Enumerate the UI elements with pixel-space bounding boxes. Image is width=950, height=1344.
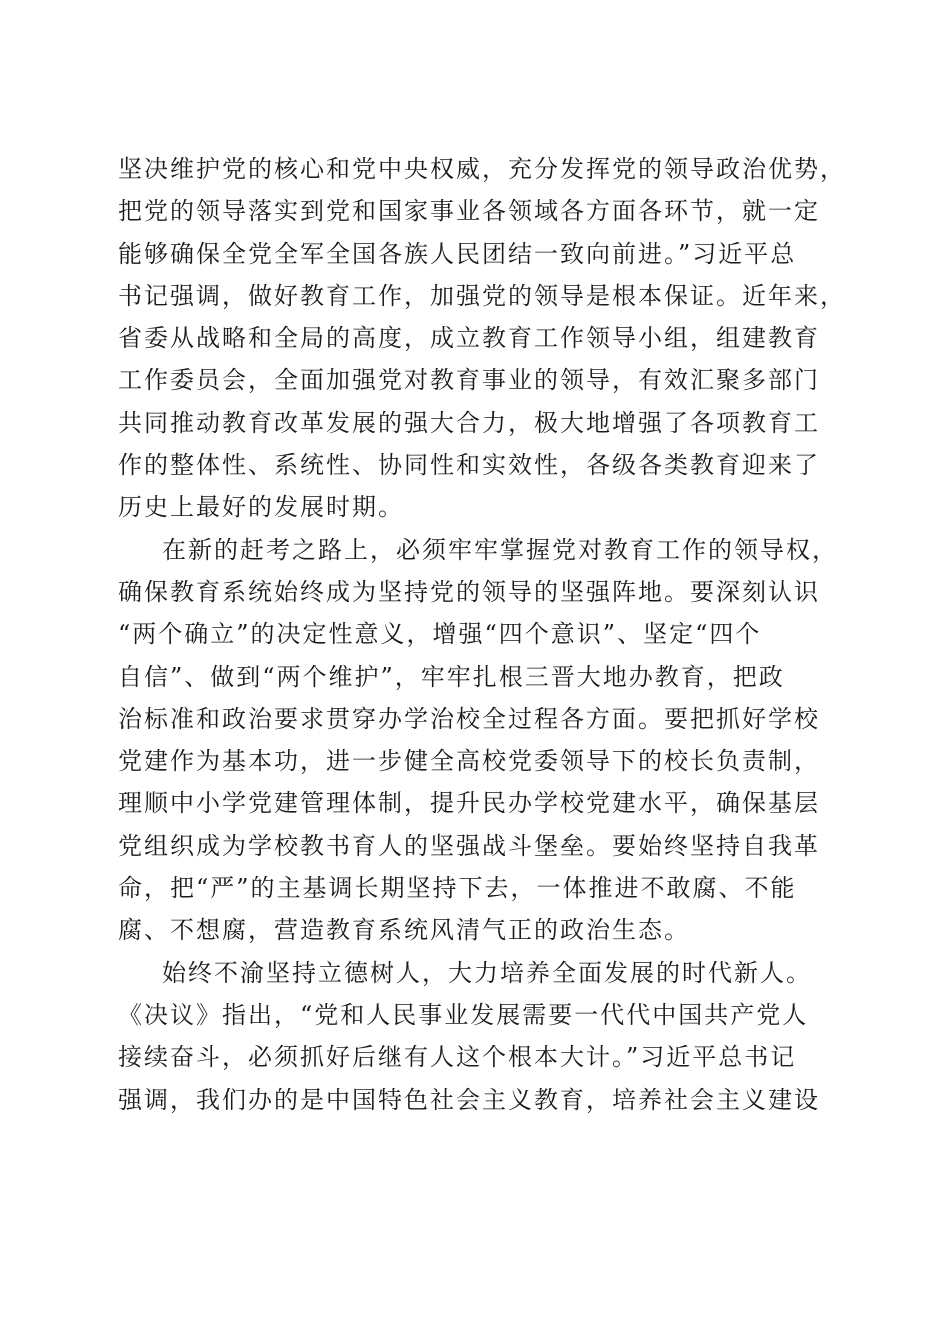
- text-line: 历史上最好的发展时期。: [118, 493, 404, 522]
- text-line: 自信”、做到“两个维护”，牢牢扎根三晋大地办教育，把政: [118, 662, 785, 691]
- text-line: 治标准和政治要求贯穿办学治校全过程各方面。要把抓好学校: [118, 704, 820, 733]
- text-line: 坚决维护党的核心和党中央权威，充分发挥党的领导政治优势，: [118, 155, 846, 183]
- paragraph-start-line: 在新的赶考之路上，必须牢牢掌握党对教育工作的领导权，: [162, 535, 838, 564]
- text-line: 能够确保全党全军全国各族人民团结一致向前进。”习近平总: [118, 239, 797, 268]
- text-line: “两个确立”的决定性意义，增强“四个意识”、坚定“四个: [118, 620, 762, 649]
- text-line: 党建作为基本功，进一步健全高校党委领导下的校长负责制，: [118, 747, 820, 776]
- text-line: 书记强调，做好教育工作，加强党的领导是根本保证。近年来，: [118, 281, 846, 310]
- text-line: 共同推动教育改革发展的强大合力，极大地增强了各项教育工: [118, 408, 820, 437]
- text-line: 腐、不想腐，营造教育系统风清气正的政治生态。: [118, 916, 690, 945]
- text-line: 命，把“严”的主基调长期坚持下去，一体推进不敢腐、不能: [118, 874, 797, 903]
- text-line: 工作委员会，全面加强党对教育事业的领导，有效汇聚多部门: [118, 366, 820, 395]
- text-line: 党组织成为学校教书育人的坚强战斗堡垒。要始终坚持自我革: [118, 831, 820, 860]
- body-text: [118, 148, 846, 1121]
- text-line: 把党的领导落实到党和国家事业各领域各方面各环节，就一定: [118, 197, 820, 226]
- text-line: 强调，我们办的是中国特色社会主义教育，培养社会主义建设: [118, 1085, 820, 1114]
- text-line: 接续奋斗，必须抓好后继有人这个根本大计。”习近平总书记: [118, 1043, 797, 1072]
- text-line: 省委从战略和全局的高度，成立教育工作领导小组，组建教育: [118, 324, 820, 353]
- text-line: 理顺中小学党建管理体制，提升民办学校党建水平，确保基层: [118, 789, 820, 818]
- text-line: 《决议》指出，“党和人民事业发展需要一代代中国共产党人: [118, 1000, 809, 1029]
- paragraph-start-line: 始终不渝坚持立德树人，大力培养全面发展的时代新人。: [162, 958, 812, 987]
- text-line: 确保教育系统始终成为坚持党的领导的坚强阵地。要深刻认识: [118, 577, 820, 606]
- text-line: 作的整体性、系统性、协同性和实效性，各级各类教育迎来了: [118, 451, 820, 480]
